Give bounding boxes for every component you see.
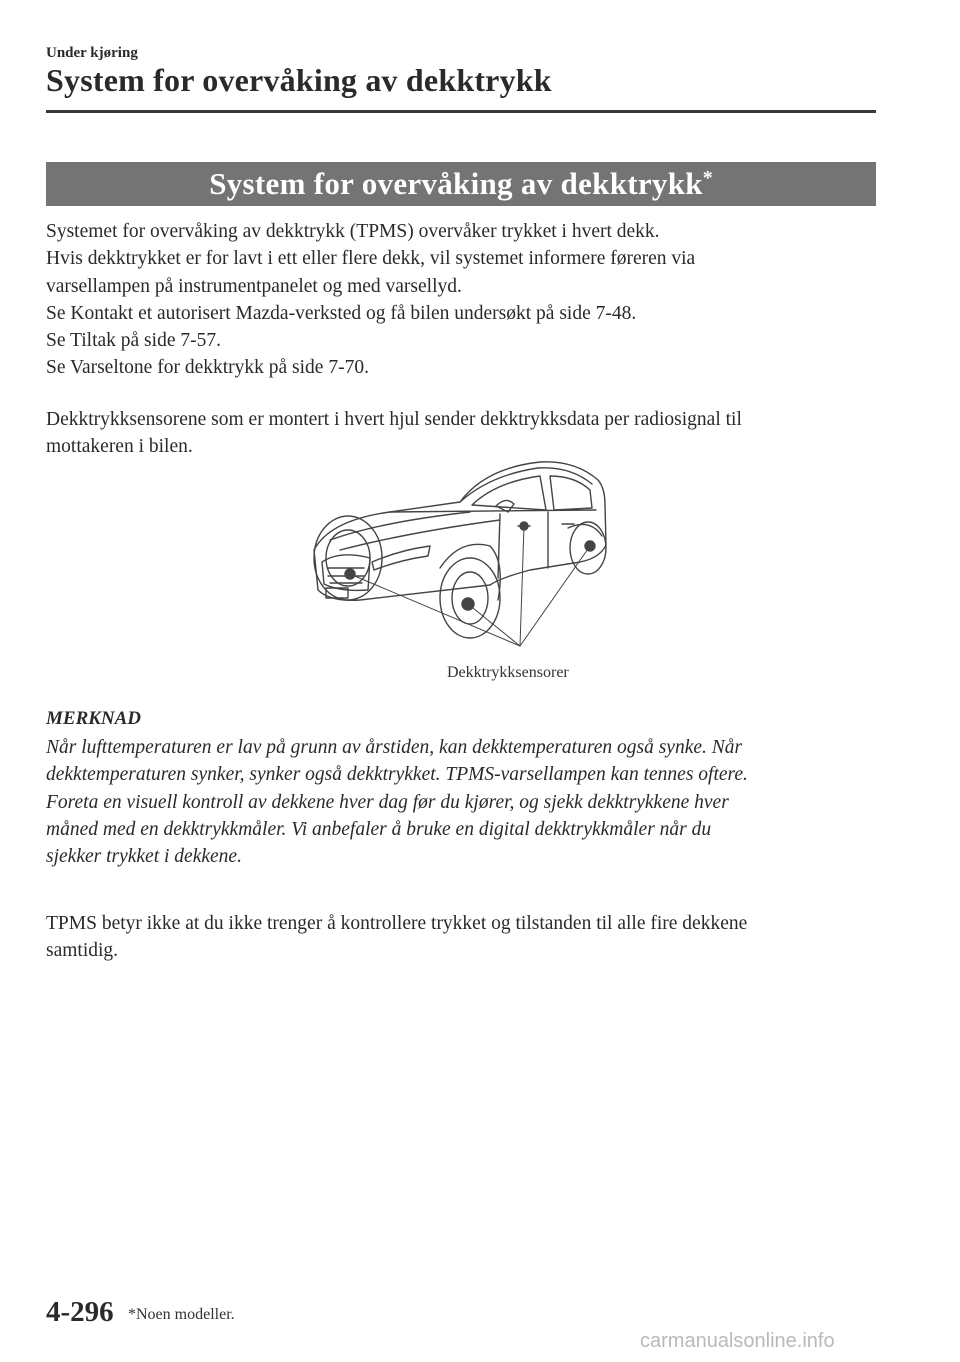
intro-line: Hvis dekktrykket er for lavt i ett eller flere dekk, vil systemet informere føreren via (46, 248, 696, 270)
title-rule (46, 110, 876, 113)
section-heading-bar (46, 162, 876, 206)
car-window-line (550, 476, 592, 510)
section-heading: System for overvåking av dekktrykk (209, 166, 703, 201)
closing-line: samtidig. (46, 940, 119, 962)
leader-line (468, 604, 520, 646)
page-number: 4-296 (46, 1296, 114, 1328)
footnote: *Noen modeller. (128, 1306, 235, 1323)
model-availability-marker: * (702, 166, 713, 189)
watermark[interactable]: carmanualsonline.info (640, 1330, 835, 1352)
section-label: Under kjøring (46, 45, 138, 61)
intro-paragraph (46, 218, 876, 382)
figure-caption: Dekktrykksensorer (447, 664, 569, 681)
intro-line: varsellampen på instrumentpanelet og med varsellyd. (46, 275, 462, 297)
car-window-line (460, 468, 592, 502)
note-paragraph (46, 734, 876, 870)
leader-line (520, 526, 524, 646)
reference-link[interactable]: Se Tiltak på side 7-57. (46, 330, 221, 352)
leader-line (350, 574, 520, 646)
reference-link[interactable]: Se Kontakt et autorisert Mazda-verksted og få bilen undersøkt på side 7-48. (46, 302, 637, 324)
note-line: måned med en dekktrykkmåler. Vi anbefaler å bruke en digital dekktrykkmåler når du (46, 818, 712, 840)
note-line: Når lufttemperaturen er lav på grunn av årstiden, kan dekktemperaturen også synke. Når (46, 737, 743, 758)
note-line: dekktemperaturen synker, synker også dekktrykket. TPMS-varsellampen kan tennes oftere. (46, 764, 748, 786)
closing-line: TPMS betyr ikke at du ikke trenger å kontrollere trykket og tilstanden til alle fire dekkene (46, 913, 748, 934)
leader-line (520, 546, 590, 646)
intro-line: Systemet for overvåking av dekktrykk (TPMS) overvåker trykket i hvert dekk. (46, 221, 660, 242)
note-line: Foreta en visuell kontroll av dekkene hver dag før du kjører, og sjekk dekktrykkene hver (46, 791, 729, 813)
closing-paragraph (46, 910, 876, 965)
sensor-line: mottakeren i bilen. (46, 436, 193, 458)
note-heading: MERKNAD (46, 708, 142, 729)
page-title: System for overvåking av dekktrykk (46, 62, 552, 98)
car-hood-line (340, 520, 500, 550)
sensor-line: Dekktrykksensorene som er montert i hvert hjul sender dekktrykksdata per radiosignal til (46, 409, 742, 430)
note-line: sjekker trykket i dekkene. (46, 846, 242, 868)
reference-link[interactable]: Se Varseltone for dekktrykk på side 7-70. (46, 357, 369, 379)
car-beltline (390, 510, 596, 512)
car-tire-sensor-illustration (300, 450, 620, 665)
